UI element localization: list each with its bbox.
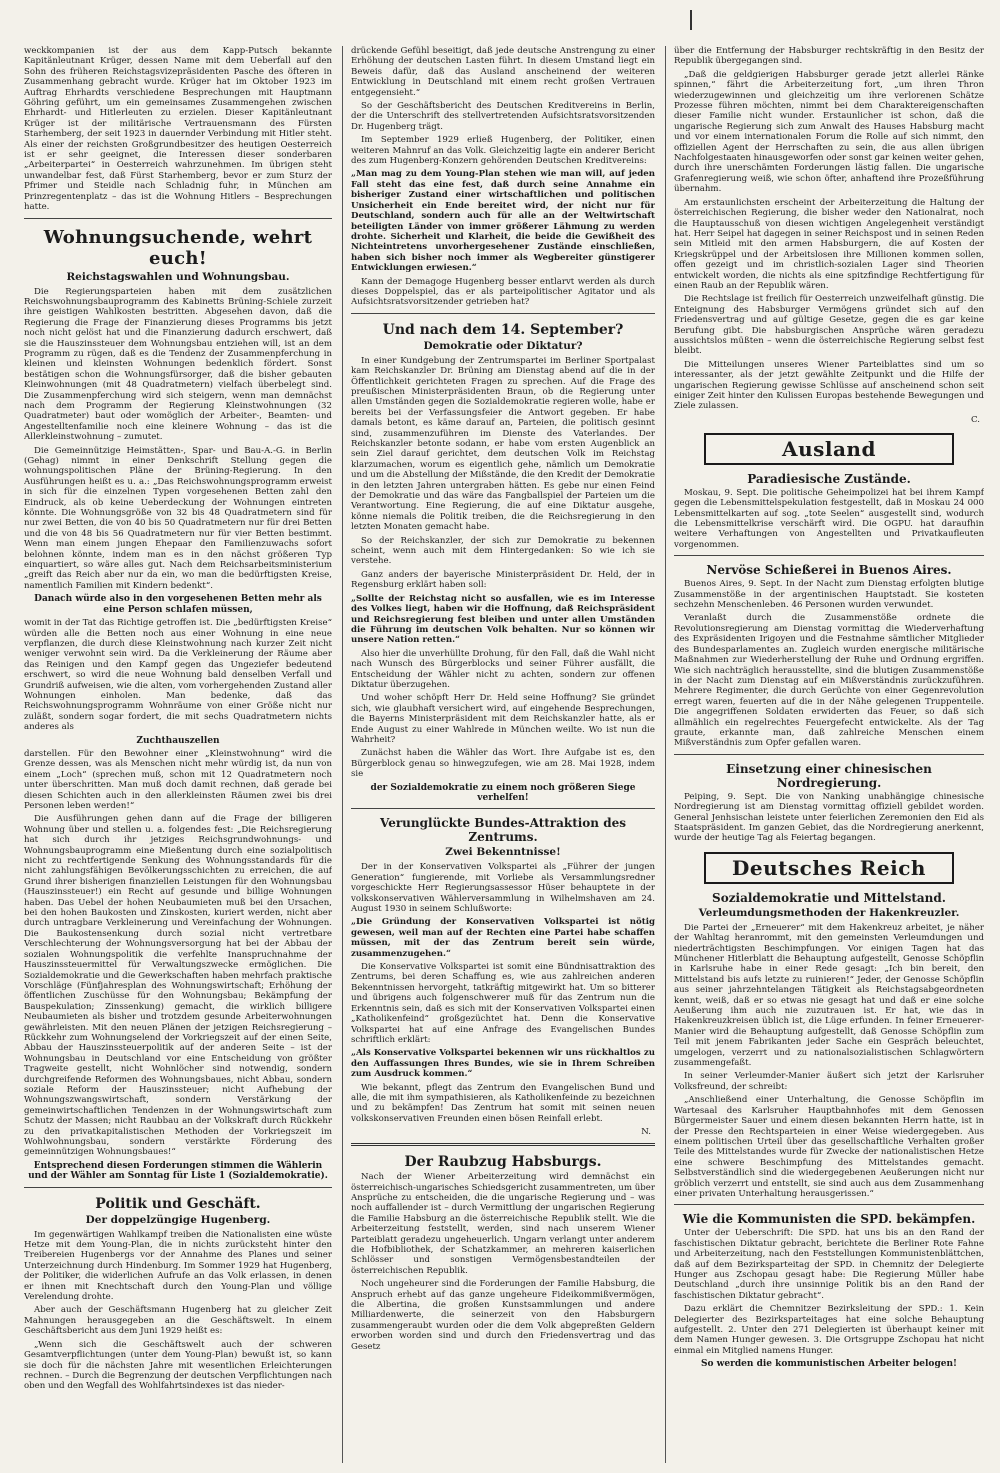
article-paragraph: Die Konservative Volkspartei ist somit eine Bündnisattraktion des Zentrums, bei deren Schaffung es, wie aus zahlreichen anderen Bekenntnissen hervorgeht, tatkräftig mitgewirkt hat. Um so bitterer und übrigens auch folgenschwerer muß für das Zentrum nun die Erkenntnis sein, daß es sich mit der Konservativen Volkspartei einen „Katholikenfeind“ großgezüchtet hat. Denn die Konservative Volkspartei hat auf eine Anfrage des Evangelischen Bundes schriftlich erklärt: <box>351 962 655 1045</box>
column-middle <box>342 46 655 1463</box>
emphasis-line: Danach würde also in den vorgesehenen Betten mehr als eine Person schlafen müssen, <box>34 594 322 615</box>
article-paragraph: „Anschließend einer Unterhaltung, die Genosse Schöpflin im Wartesaal des Karlsruher Hauptbahnhofes mit dem Genossen Bürgermeister Sauer und einem diesen bekannten Herrn hatte, ist in der Presse den Rechtsparteien in einer Weise wiedergegeben. Aus einem politischen Urteil über das gesellschaftliche Verhalten großer Teile des Mittelstandes wurde für Zwecke der nationalistischen Hetze eine schwere Beschimpfung des Mittelstandes gemacht. Selbstverständlich sind die wiedergegebenen Aeußerungen nicht nur gröblich verzerrt und entstellt, sie sind auch aus dem Zusammenhang einer privaten Unterhaltung herausgerissen.“ <box>674 1095 984 1199</box>
article-paragraph: weckkompanien ist der aus dem Kapp-Putsch bekannte Kapitänleutnant Krüger, dessen Name mit dem Ueberfall auf den Sohn des früheren Reichstagsvizepräsidenten Pasche des öfteren in Zusammenhang gebracht wurde. Krüger hat im Oktober 1923 im Auftrag Ehrhardts verschiedene Besprechungen mit Hauptmann Göhring geführt, um ein gemeinsames Zusammengehen zwischen Ehrhardt- und Hitlerleuten zu erzielen. Dieser Kapitänleutnant Krüger ist der militärische Vertrauensmann des Fürsten Starhemberg, der seit 1923 in dauernder Verbindung mit Hitler steht. Als einer der reichsten Großgrundbesitzer des heutigen Oesterreich ist er sehr geeignet, die Interessen dieser sonderbaren „Arbeiterpartei“ in Oesterreich wahrzunehmen. Im übrigen steht unwandelbar fest, daß Fürst Starhemberg, bevor er zum Sturz der Pfrimer und Steidle nach Schladnig fuhr, in München am Prinzregentenplatz – das ist die Wohnung Hitlers – Besprechungen hatte. <box>24 46 332 213</box>
headline-paradiesische-zustaende: Paradiesische Zustände. <box>747 471 911 486</box>
article-paragraph: In einer Kundgebung der Zentrumspartei im Berliner Sportpalast kam Reichskanzler Dr. Brüning am Dienstag abend auf die in der Öffentlichkeit gerichteten Fragen zu sprechen. Auf die Frage des preußischen Ministerpräsidenten Braun, ob die Regierung unter allen Umständen gegen die Sozialdemokratie regieren wolle, habe er bereits bei der Verfassungsfeier die Antwort gegeben. Er habe damals betont, es käme darauf an, Parteien, die politisch gesinnt sind, zusammenzuführen im Dienste des Vaterlandes. Der Reichskanzler betonte sodann, er habe vom ersten Augenblick an sein Ziel darauf gerichtet, dem deutschen Volk im Reichstag klarzumachen, worum es eigentlich gehe, nämlich um Demokratie und um die Abstellung der Mißstände, die den Kredit der Demokratie in den letzten Jahren untergraben hätten. Es gebe nur einen Feind der Demokratie und das wäre das Fangballspiel der Parteien um die Verantwortung. Eine Regierung, die auf eine Diktatur ausgehe, könne niemals die Politik treiben, die die Reichsregierung in den letzten Monaten gemacht habe. <box>351 355 655 533</box>
article-paragraph: Zunächst haben die Wähler das Wort. Ihre Aufgabe ist es, den Bürgerblock genau so hinwegzufegen, wie am 28. Mai 1928, indem sie <box>351 748 655 780</box>
article-quote: „Sollte der Reichstag nicht so ausfallen, wie es im Interesse des Volkes liegt, haben wir die Hoffnung, daß Reichspräsident und Reichsregierung fest bleiben und unter allen Umständen die Führung im deutschen Volk behalten. Nur so können wir unsere Nation retten.“ <box>351 593 655 646</box>
article-paragraph: „Wenn sich die Geschäftswelt auch der schweren Gesamtverpflichtungen (unter dem Young-Plan) bewußt ist, so kann sie doch für die nächsten Jahre mit wesentlichen Erleichterungen rechnen. – Durch die Begrenzung der deutschen Verpflichtungen nach oben und den Wegfall des Wohlfahrtsindexes ist das nieder- <box>24 1339 332 1392</box>
article-paragraph: Buenos Aires, 9. Sept. In der Nacht zum Dienstag erfolgten blutige Zusammenstöße in der argentinischen Hauptstadt. Sie kosteten sechzehn Menschenleben. 46 Personen wurden verwundet. <box>674 579 984 611</box>
headline-kommunisten-spd: Wie die Kommunisten die SPD. bekämpfen. <box>682 1212 976 1227</box>
page-top-margin <box>0 0 1000 44</box>
article-paragraph: Also hier die unverhüllte Drohung, für den Fall, daß die Wahl nicht nach Wunsch des Bürgerblocks und seiner Führer ausfällt, die Entscheidung der Wähler nicht zu achten, sondern zur offenen Diktatur überzugehen. <box>351 648 655 690</box>
subheadline-demokratie: Demokratie oder Diktatur? <box>423 339 583 352</box>
article-quote: „Man mag zu dem Young-Plan stehen wie man will, auf jeden Fall steht das eine fest, daß durch seine Annahme ein bisheriger Zustand einer wirtschaftlichen und politischen Unsicherheit ein Ende bereitet wird, der nicht nur für Deutschland, sondern auch für alle an der Weltwirtschaft beteiligten Länder von immer größerer Lähmung zu werden drohte. Sicherheit und Klarheit, die beide die Gewißheit des Nichteintretens unvorhergesehener Zustände einschließen, haben sich bisher noch immer als Wegbereiter günstigerer Entwicklungen erwiesen.“ <box>351 169 655 274</box>
headline-bundes-attraktion: Verunglückte Bundes-Attraktion des Zentrums. <box>379 816 626 845</box>
article-paragraph: Die Gemeinnützige Heimstätten-, Spar- und Bau-A.-G. in Berlin (Gehag) nimmt in einer Denkschrift Stellung gegen die wohnungspolitischen Pläne der Brüning-Regierung. In den Ausführungen heißt es u. a.: „Das Reichswohnungsprogramm erweist in sich für die einzelnen Typen vorgesehenen Betten zahl den Eindruck, als ob keine Ueberdeckung der Wohnungen eintreten könnte. Die Wohnungsgröße von 32 bis 48 Quadratmetern sind für nur zwei Betten, die von 40 bis 50 Quadratmetern nur für drei Betten und die von 48 bis 56 Quadratmetern nur für vier Betten bestimmt. Wenn man einem jungen Ehepaar den Familienzuwachs sofort belohnen könnte, indem man es in den nächst größeren Typ einquartiert, so wäre alles gut. Nach dem Reichsarbeitsministerium „greift das Reich aber nur da ein, wo man die bedürftigsten Kreise, namentlich Familien mit Kindern bedenkt“. <box>24 445 332 591</box>
article-paragraph: Aber auch der Geschäftsmann Hugenberg hat zu gleicher Zeit Mahnungen herausgegeben an die Geschäftswelt. In einem Geschäftsbericht aus dem Juni 1929 heißt es: <box>24 1305 332 1337</box>
section-header-deutsches-reich: Deutsches Reich <box>704 852 954 884</box>
column-right <box>665 46 984 1463</box>
article-paragraph: darstellen. Für den Bewohner einer „Kleinstwohnung“ wird die Grenze dessen, was als Menschen nicht mehr würdig ist, da nun von einem „Loch“ (sprechen muß, schon mit 12 Quadratmetern noch unter überschritten. Man muß doch damit rechnen, daß gerade bei diesen Schichten auch in den allerkleinsten Räumen zwei bis drei Personen leben werden!“ <box>24 748 332 811</box>
article-paragraph: womit in der Tat das Richtige getroffen ist. Die „bedürftigsten Kreise“ würden alle die Betten noch aus einer Wohnung in eine neue verpflanzen, die durch diese Kleinstwohnung nach kurzer Zeit nicht weniger verwohnt sein wird. Da die Verkleinerung der Räume aber das Reinigen und den Kampf gegen das Ungeziefer bedeutend erschwert, so wird die neue Wohnung bald denselben Verfall und Grundriß aufweisen, wie die alten, vom vorhergehenden Zustand aller Wohnungen einholen. Man bedenke, daß das Reichswohnungsprogramm Wohnräume von einer Größe nicht nur zuläßt, sondern sogar fordert, die mit sechs Quadratmetern nichts anderes als <box>24 618 332 733</box>
divider <box>674 754 984 755</box>
emphasis-line: So werden die kommunistischen Arbeiter belogen! <box>701 1359 957 1370</box>
headline-politik-und-geschaeft: Politik und Geschäft. <box>95 1195 261 1212</box>
article-paragraph: Die Ausführungen gehen dann auf die Frage der billigeren Wohnung über und stellen u. a. folgendes fest: „Die Reichsregierung hat sich durch ihr jetziges Reichsgrundwohnungs- und Wohnungsbauprogramm eine Mießentung durch eine sozialpolitisch nicht zu rechtfertigende Senkung des Wohnungsstandards für die nicht zahlungsfähigen Bevölkerungsschichten zu erreichen, die auf Grund ihrer bisherigen finanziellen Leistungen für den Wohnungsbau (Hauszinssteuer!) ein Recht auf gesunde und billige Wohnungen haben. Das Uebel der hohen Neubaumieten muß bei den Ursachen, bei den hohen Baukosten und Zinskosten, kuriert werden, nicht aber durch untragbare Verkleinerung und Vereinfachung der Wohnungen. Die Baukostensenkung durch sozial nicht vertretbare Verschlechterung der Wohnungsversorgung hat bei der Abbau der sozialen Wohnungspolitik die verfehlte Inanspruchnahme der Hauszinssteuermittel für Verwaltungszwecke ermöglichen. Die Sozialdemokratie und die Gewerkschaften haben mehrfach praktische Vorschläge (Fünfjahresplan des Wohnungswirtschaft; Erhöhung der öffentlichen Zuschüsse für den Wohnungsbau; Bekämpfung der Bauspekulation; Zinssenkung) gemacht, die wirklich billigere Neubaumieten als bisher und trotzdem gesunde Arbeiterwohnungen gewährleisten. Mit den neuen Plänen der jetzigen Reichsregierung – Rückkehr zum Wohnungselend der Vorkriegszeit auf der einen Seite, Abbau der Hauszinssteuerpolitik auf der anderen Seite – ist der Wohnungsbau in Deutschland vor eine Entscheidung von größter Tragweite gestellt, nicht Wohnlöcher sind notwendig, sondern durchgreifende Reformen des Wohnungsbaues, nicht Abbau, sondern soziale Reform der Hauszinssteuer; nicht Aufhebung der Wohnungszwangswirtschaft, sondern Verstärkung der gemeinwirtschaftlichen Tendenzen in der Wohnungswirtschaft zum Schutz der Massen; nicht Raubbau an der Volkskraft durch Rückkehr zu den privatkapitalistischen Methoden der Vorkriegszeit im Wohlwohnungsbau, sondern verstärkte Förderung des gemeinnützigen Wohnungsbaues!“ <box>24 814 332 1158</box>
article-paragraph: So der Geschäftsbericht des Deutschen Kreditvereins in Berlin, der die Unterschrift des stellvertretenden Aufsichtsratsvorsitzenden Dr. Hugenberg trägt. <box>351 101 655 132</box>
article-paragraph: über die Entfernung der Habsburger rechtskräftig in den Besitz der Republik übergegangen sind. <box>674 46 984 67</box>
subheadline-reichstagswahlen: Reichstagswahlen und Wohnungsbau. <box>66 270 290 283</box>
article-paragraph: Die Mitteilungen unseres Wiener Parteiblattes sind um so interessanter, als der jetzt gewählte Zeitpunkt und die Hilfe der ungarischen Regierung gewisse Schlüsse auf anscheinend schon seit einiger Zeit hinter den Kulissen Europas bestehende Bewegungen und Ziele zulassen. <box>674 359 984 412</box>
article-paragraph: In seiner Verleumder-Manier äußert sich jetzt der Karlsruher Volksfreund, der schreibt: <box>674 1071 984 1092</box>
article-paragraph: Und woher schöpft Herr Dr. Held seine Hoffnung? Sie gründet sich, wie glaubhaft versichert wird, auf eingehende Besprechungen, die Bayerns Ministerpräsident mit dem Reichskanzler hatte, als er Ende August zu einer Wahlrede in München weilte. Wo ist nun die Wahrheit? <box>351 693 655 745</box>
article-quote: „Die Gründung der Konservativen Volkspartei ist nötig gewesen, weil man auf der Rechten eine Partei habe schaffen müssen, mit der das Zentrum bereit sein würde, zusammenzugehen.“ <box>351 917 655 959</box>
article-paragraph: Im gegenwärtigen Wahlkampf treiben die Nationalisten eine wüste Hetze mit dem Young-Plan, die in nichts zurücksteht hinter den Treibereien Hugenbergs vor der Annahme des Planes und seiner Unterzeichnung durch Hindenburg. Im Sommer 1929 hat Hugenberg, der Politiker, die widerlichen Aufrufe an das Volk erlassen, in denen er ihnen mit Knechtschaft durch den Young-Plan und völlige Verelendung drohte. <box>24 1229 332 1303</box>
headline-wohnungsuchende: Wohnungsuchende, wehrt euch! <box>43 226 313 269</box>
article-paragraph: Dazu erklärt die Chemnitzer Bezirksleitung der SPD.: 1. Kein Delegierter des Bezirksparteitages hat eine solche Behauptung aufgestellt. 2. Unter den 271 Delegierten ist überhaupt keiner mit dem Namen Hunger gewesen. 3. Die Ortsgruppe Zschopau hat nicht einmal ein Mitglied namens Hunger. <box>674 1304 984 1356</box>
article-quote: „Als Konservative Volkspartei bekennen wir uns rückhaltlos zu den Auffassungen Ihres Bundes, wie sie in Ihrem Schreiben zum Ausdruck kommen.“ <box>351 1048 655 1080</box>
article-paragraph: So der Reichskanzler, der sich zur Demokratie zu bekennen scheint, wenn auch mit dem Hintergedanken: So wie ich sie verstehe. <box>351 535 655 567</box>
subheadline-hugenberg: Der doppelzüngige Hugenberg. <box>85 1213 271 1226</box>
article-paragraph: Peiping, 9. Sept. Die von Nanking unabhängige chinesische Nordregierung ist am Dienstag vormittag offiziell gebildet worden. General Jenhsischan leistete unter feierlichen Zeremonien den Eid als Staatspräsident. Im ganzen Gebiet, das die Nordregierung anerkennt, wurde der heutige Tag als Feiertag begangen. <box>674 791 984 844</box>
emphasis-line: der Sozialdemokratie zu einem noch größeren Siege verhelfen! <box>370 782 636 803</box>
divider <box>24 1187 332 1188</box>
divider <box>351 1143 655 1146</box>
divider <box>674 555 984 556</box>
article-paragraph: Im September 1929 erließ Hugenberg, der Politiker, einen weiteren Mahnruf an das Volk. Gleichzeitig lagte ein anderer Bericht des zum Hugenberg-Konzern gehörenden Deutschen Kreditvereins: <box>351 135 655 167</box>
divider <box>351 808 655 809</box>
article-paragraph: Unter der Ueberschrift: Die SPD. hat uns bis an den Rand der faschistischen Diktatur gebracht, berichtete die Berliner Rote Fahne und Arbeiterzeitung, nach den Feststellungen Kommunistenblättchen, daß auf dem Bezirksparteitag der SPD. in Chemnitz der Delegierte Hunger aus Zschopau gesagt habe: Die Regierung Müller habe Deutschland „durch ihre unsinnige Politik bis an den Rand der faschistischen Diktatur gebracht“. <box>674 1228 984 1301</box>
divider <box>674 1204 984 1205</box>
article-paragraph: Wie bekannt, pflegt das Zentrum den Evangelischen Bund und alle, die mit ihm sympathisieren, als Katholikenfeinde zu bezeichnen und zu bekämpfen! Das Zentrum hat somit mit seinen neuen volkskonservativen Freunden einen bösen Reinfall erlebt. <box>351 1082 655 1124</box>
article-paragraph: Die Partei der „Erneuerer“ mit dem Hakenkreuz arbeitet, je näher der Wahltag heranrommt, mit den gemeinsten Verleumdungen und niederträchtigsten Beschimpfungen. Vor einigen Tagen hat das Münchener Hitlerblatt die Behauptung aufgestellt, Genosse Schöpflin in Karlsruhe habe in einer Rede gesagt: „Ich bin bereit, den Mittelstand bis aufs letzte zu ruinieren!“ Jeder, der Genosse Schöpflin aus seiner jahrzehntelangen Tätigkeit als Reichstagsabgeordneten kennt, weiß, daß er so etwas nie gesagt hat und daß er eine solche Aeußerung ihm auch nie zuzutrauen ist. Er hat, wie das in Hakenkreuzkreisen üblich ist, die Lüge erfunden. In feiner Erneuerer-Manier wird die Behauptung aufgestellt, daß Genosse Schöpflin zum Teil mit jenem Fabrikanten jeder Sache ein Gespräch beleuchtet, umgelogen, verzerrt und zu nationalsozialistischen Schlagwörtern zusammengefaßt. <box>674 922 984 1069</box>
emphasis-line: Zuchthauszellen <box>136 735 220 746</box>
article-paragraph: Am erstaunlichsten erscheint der Arbeiterzeitung die Haltung der österreichischen Regierung, die bisher weder den Nationalrat, noch die Hauptausschuß von diesen wichtigen Angelegenheit verständigt hat. Herr Seipel hat dagegen in seiner Reichspost und in seinen Reden sein Mitleid mit den armen Habsburgern, die auf Kosten der Kriegskrüppel und der Arbeitslosen ihre Millionen kommen sollen, offen gezeigt und im christlich-sozialen Lager sind Theorien entwickelt worden, die nichts als eine spitzfindige Rechtfertigung für einen Raub an der Republik wären. <box>674 197 984 291</box>
article-paragraph: Die Regierungsparteien haben mit dem zusätzlichen Reichswohnungsbauprogramm des Kabinetts Brüning-Schiele zurzeit ihre geistigen Wahlkosten bestritten. Abgesehen davon, daß die Regierung die Frage der Finanzierung dieses Programms bis jetzt noch nicht gelöst hat und die Finanzierung dadurch erschwert, daß sie die Hauszinssteuer dem Wohnungsbau entziehen will, ist an dem Programm zu rügen, daß es die Tendenz der Zusammenpferchung in kleinen und kleinsten Wohnungen bedenklich fördert. Sonst bestätigen schon die Wohnungsfürsorger, daß die bisher gebauten Kleinwohnungen (mit 48 Quadratmetern) vielfach überbelegt sind. Die Zusammenpferchung wird sich steigern, wenn man demnächst nach dem Programm der Regierung Kleinstwohnungen (32 Quadratmeter) baut oder womöglich der Arbeiter-, Beamten- und Angestelltenfamilie noch eine kleinere Wohnung – das ist die Allerkleinstwohnung – zumutet. <box>24 286 332 443</box>
article-paragraph: Kann der Demagoge Hugenberg besser entlarvt werden als durch dieses Doppelspiel, das er als parteipolitischer Agitator und als Aufsichtsratsvorsitzender getrieben hat? <box>351 276 655 308</box>
article-paragraph: Veranlaßt durch die Zusammenstöße ordnete die Revolutionsregierung am Dienstag vormittag die Wiederverhaftung des Expräsidenten Irigoyen und die Festnahme sämtlicher Mitglieder des Bundesparlamentes an. Zugleich wurden energische militärische Maßnahmen zur Wiederherstellung der Ruhe und Ordnung ergriffen. Wie sich nachträglich herausstellte, sind die blutigen Zusammenstöße in der Nacht zum Dienstag auf ein Mißverständnis zurückzuführen. Mehrere Regimenter, die durch Gerüchte von einer Gegenrevolution erregt waren, feuerten auf die in der Nähe gelegenen Truppenteile. Die angegriffenen Soldaten erwiderten das Feuer, so daß sich allmählich ein regelrechtes Feuergefecht entwickelte. Als der Tag graute, erkannte man, daß zahlreiche Menschen einem Mißverständnis zum Opfer gefallen waren. <box>674 613 984 749</box>
article-paragraph: Moskau, 9. Sept. Die politische Geheimpolizei hat bei ihrem Kampf gegen die Lebensmittelspekulation festgestellt, daß in Moskau 24 000 Lebensmittelkarten auf sog. „tote Seelen“ ausgestellt sind, wodurch die Lebensmittelkrise verschärft wird. Die OGPU. hat daraufhin weitere Verhaftungen von Angestellten und Privatkaufleuten vorgenommen. <box>674 487 984 550</box>
author-signature: N. <box>641 1127 651 1138</box>
article-paragraph: Der in der Konservativen Volkspartei als „Führer der jungen Generation“ fungierende, mit Vorliebe als Versammlungsredner vorgeschickte Herr Regierungsassessor Hüser behauptete in der volkskonservativen Wählerversammlung in Wilhelmshaven am 24. August 1930 in seinem Schlußworte: <box>351 862 655 915</box>
headline-raubzug-habsburgs: Der Raubzug Habsburgs. <box>404 1154 602 1171</box>
article-paragraph: „Daß die geldgierigen Habsburger gerade jetzt allerlei Ränke spinnen,“ fährt die Arbeiterzeitung fort, „um ihren Thron wiederzugewinnen und gleichzeitig um ihre verlorenen Schätze Prozesse führen möchten, nimmt bei dem Charaktereigenschaften dieser Familie nicht wunder. Erstaunlicher ist schon, daß die ungarische Regierung sich zum Anwalt des Hauses Habsburg macht und vor einem internationalen Forum die Rolle auf sich nimmt, den offiziellen Agent der Herrschaften zu sein, die aus allen übrigen Nachfolgestaaten hinausgeworfen oder sonst gar keinen weiter gehen, durch ihre unerschämten Forderungen lästig fallen. Die ungarische Grafenregierung weiß, wie schon öfter, anhaftend ihre Prozeßführung übernahm. <box>674 69 984 195</box>
article-paragraph: drückende Gefühl beseitigt, daß jede deutsche Anstrengung zu einer Erhöhung der deutschen Lasten führt. In diesem Umstand liegt ein Beweis dafür, daß das Ausland anscheinend der weiteren Entwicklung in Deutschland mit einem recht großen Vertrauen entgegensieht.“ <box>351 46 655 98</box>
subheadline-bekenntnisse: Zwei Bekenntnisse! <box>445 846 561 859</box>
headline-buenos-aires: Nervöse Schießerei in Buenos Aires. <box>706 563 952 578</box>
headline-sozialdemokratie-mittelstand: Sozialdemokratie und Mittelstand. <box>712 890 946 905</box>
section-header-ausland: Ausland <box>704 433 954 465</box>
author-signature: C. <box>970 414 980 425</box>
divider <box>351 313 655 314</box>
article-paragraph: Die Rechtslage ist freilich für Oesterreich unzweifelhaft günstig. Die Enteignung des Habsburger Vermögens gründet sich auf den Friedensvertrag und auf gültige Gesetze, gegen die es gar keine Berufung gibt. Die habsburgischen Ansprüche wären geradezu aussichtslos müßten – wenn die österreichische Regierung selbst fest bleibt. <box>674 294 984 357</box>
headline-14-september: Und nach dem 14. September? <box>382 321 624 338</box>
article-paragraph: Ganz anders der bayerische Ministerpräsident Dr. Held, der in Regensburg erklärt haben soll: <box>351 569 655 591</box>
emphasis-line: Entsprechend diesen Forderungen stimmen die Wählerin und der Wähler am Sonntag für Liste 1 (Sozialdemokratie). <box>28 1160 328 1182</box>
subheadline-verleumdungsmethoden: Verleumdungsmethoden der Hakenkreuzler. <box>698 906 960 919</box>
print-mark <box>690 10 692 30</box>
divider <box>24 218 332 219</box>
article-paragraph: Noch ungeheurer sind die Forderungen der Familie Habsburg, die Anspruch erhebt auf das ganze ungeheure Fideikommißvermögen, die Albertina, die großen Kunstsammlungen und andere Milliardenwerte, die seinerzeit von den Habsburgern zusammengeraubt wurden oder die dem Volk abgepreßten Geldern erworben worden sind und durch den Friedensvertrag und das Gesetz <box>351 1279 655 1352</box>
headline-chinesische-nordregierung: Einsetzung einer chinesischen Nordregierung. <box>726 761 932 790</box>
column-left <box>24 46 332 1463</box>
article-paragraph: Nach der Wiener Arbeiterzeitung wird demnächst ein österreichisch-ungarisches Schiedsgericht zusammentreten, um über Ansprüche zu entscheiden, die die ungarische Regierung und – was noch auffallender ist – durch Vermittlung der ungarischen Regierung die Familie Habsburg an die österreichische Republik stellt. Wie die Arbeiterzeitung feststellt, werden, sind nach unserem Wiener Parteiblatt geradezu ungeheuerlich. Ungarn verlangt unter anderem die Hofbibliothek, der Schatzkammer, an mehreren kaiserlichen Schlösser und sonstigen Vermögensbestandteilen der österreichischen Republik. <box>351 1172 655 1276</box>
